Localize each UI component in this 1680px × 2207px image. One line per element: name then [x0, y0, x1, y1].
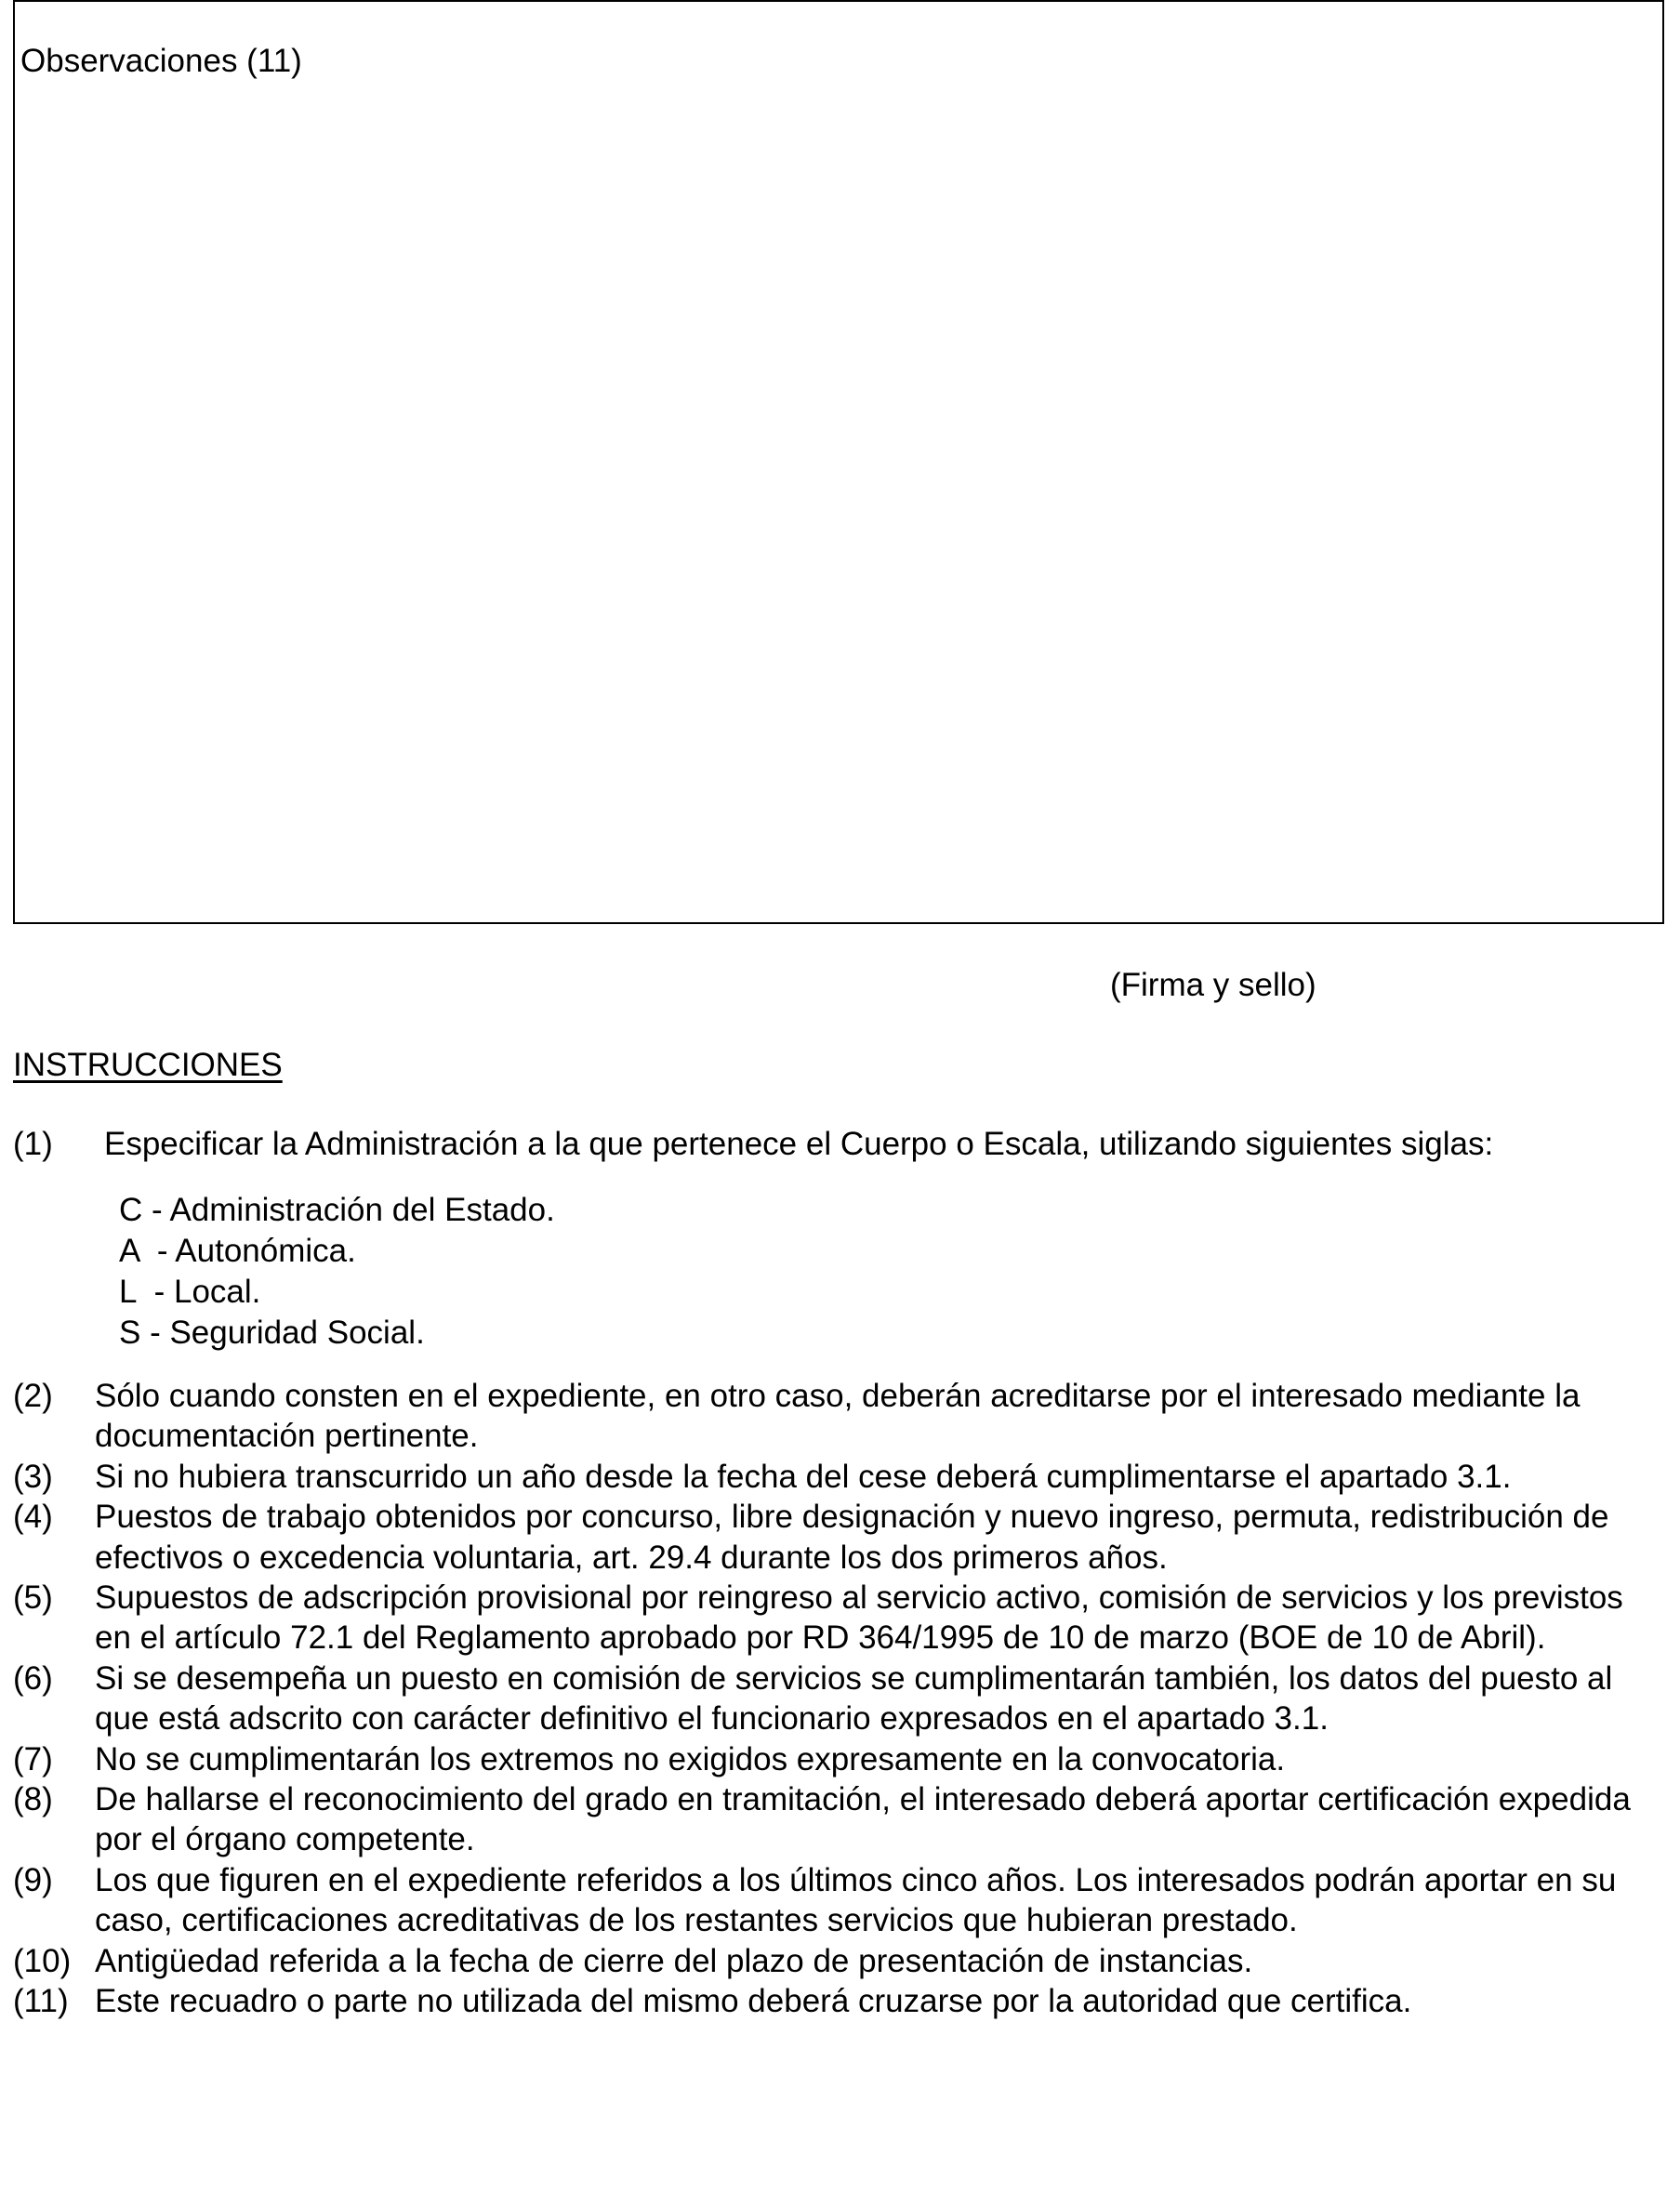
instruction-text: Puestos de trabajo obtenidos por concurso, libre designación y nuevo ingreso, permuta, redistribución de efectivos o excedencia voluntaria, art. 29.4 durante los dos primeros años. — [95, 1499, 1609, 1576]
instruction-number: (6) — [13, 1659, 53, 1697]
instruction-text: Este recuadro o parte no utilizada del mismo deberá cruzarse por la autoridad que certifica. — [95, 1983, 1412, 2020]
instruction-number: (10) — [13, 1942, 72, 1979]
instruction-number: (8) — [13, 1781, 53, 1818]
instruction-item-9 — [13, 1860, 1664, 1941]
instruction-text: Supuestos de adscripción provisional por reingreso al servicio activo, comisión de servicios y los previstos en el artículo 72.1 del Reglamento aprobado por RD 364/1995 de 10 de marzo (BOE de 10 de Abril). — [95, 1579, 1623, 1657]
instruction-item-10 — [13, 1941, 1664, 1981]
instruction-item-5 — [13, 1578, 1664, 1659]
instruction-text: Especificar la Administración a la que pertenece el Cuerpo o Escala, utilizando siguientes siglas: — [104, 1126, 1494, 1162]
instruction-number: (7) — [13, 1740, 53, 1777]
instruction-number: (1) — [13, 1126, 53, 1162]
instruction-text: De hallarse el reconocimiento del grado en tramitación, el interesado deberá aportar certificación expedida por el órgano competente. — [95, 1781, 1631, 1858]
instrucciones-title: INSTRUCCIONES — [13, 1047, 283, 1083]
instruction-text: Antigüedad referida a la fecha de cierre del plazo de presentación de instancias. — [95, 1942, 1253, 1979]
firma-y-sello-label: (Firma y sello) — [1110, 967, 1316, 1003]
instruction-number: (11) — [13, 1983, 69, 2020]
instruction-item-2 — [13, 1376, 1664, 1457]
sigla-item: S - Seguridad Social. — [119, 1315, 425, 1351]
instruction-number: (5) — [13, 1579, 53, 1617]
siglas-list — [119, 1190, 555, 1354]
instruction-text: Si se desempeña un puesto en comisión de servicios se cumplimentarán también, los datos del puesto al que está adscrito con carácter definitivo el funcionario expresados en el apartado 3.1. — [95, 1659, 1613, 1738]
instruction-number: (3) — [13, 1458, 53, 1495]
instruction-text: Si no hubiera transcurrido un año desde la fecha del cese deberá cumplimentarse el apartado 3.1. — [95, 1458, 1512, 1495]
sigla-item: A - Autonómica. — [119, 1233, 356, 1269]
instruction-item-3 — [13, 1457, 1664, 1497]
instruction-number: (2) — [13, 1378, 53, 1414]
instruction-number: (9) — [13, 1861, 53, 1898]
instruction-item-7 — [13, 1739, 1664, 1779]
instruction-item-4 — [13, 1497, 1664, 1578]
instruction-number: (4) — [13, 1499, 53, 1536]
sigla-item: L - Local. — [119, 1274, 261, 1310]
instruction-item-6 — [13, 1659, 1664, 1739]
instruction-item-8 — [13, 1779, 1664, 1860]
instructions-notes-list — [13, 1376, 1664, 2022]
instruction-text: Los que figuren en el expediente referidos a los últimos cinco años. Los interesados podrán aportar en su caso, certificaciones acreditativas de los restantes servicios que hubieran prestado. — [95, 1861, 1617, 1939]
instruction-item-11 — [13, 1981, 1664, 2021]
observaciones-label: Observaciones (11) — [20, 43, 302, 79]
sigla-item: C - Administración del Estado. — [119, 1192, 555, 1228]
instruction-text: No se cumplimentarán los extremos no exigidos expresamente en la convocatoria. — [95, 1740, 1286, 1777]
instruction-text: Sólo cuando consten en el expediente, en otro caso, deberán acreditarse por el interesado mediante la documentación pertinente. — [95, 1378, 1581, 1455]
observaciones-box — [13, 0, 1664, 924]
